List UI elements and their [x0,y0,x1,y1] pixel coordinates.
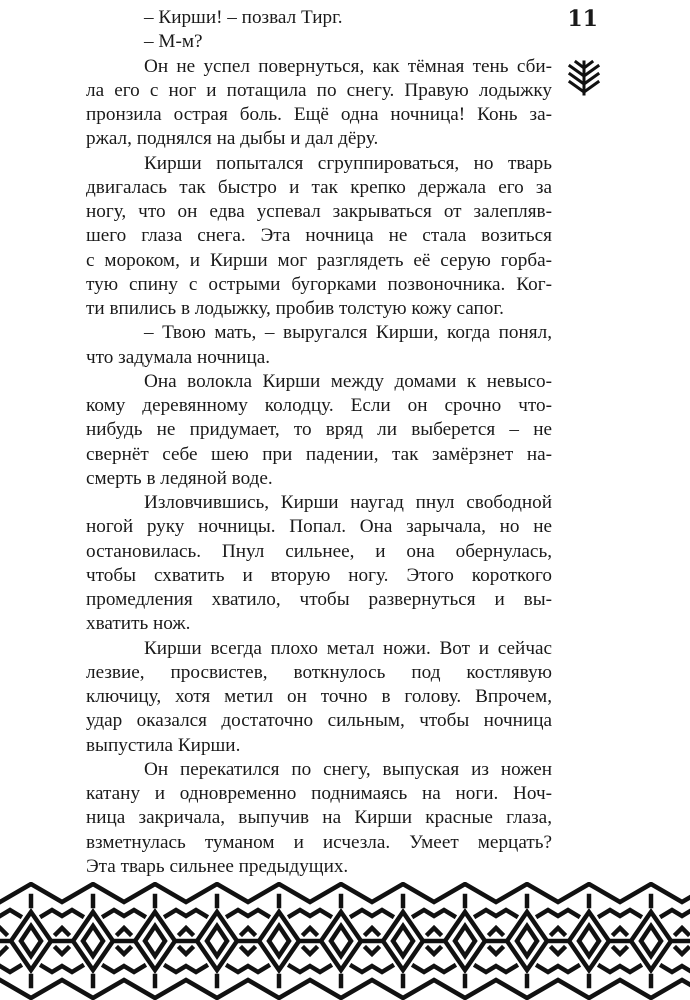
text-line: шего глаза снега. Эта ночница не стала возиться [86,225,552,247]
text-line: взметнулась туманом и исчезла. Умеет мерцать? [86,831,552,853]
paragraph [86,370,552,491]
page-number: 11 [567,6,598,32]
text-line: смерть в ледяной воде. [86,467,273,489]
text-line: выпустила Кирши. [86,734,241,756]
text-line: тую спину с острыми бугорками позвоночника. Ког- [86,273,552,295]
text-line: кому деревянному колодцу. Если он срочно что- [86,395,552,416]
text-block [86,6,552,879]
tree-of-life-ornament-icon [564,58,604,98]
text-line: – Кирши! – позвал Тирг. [144,7,343,28]
text-line: катану и одновременно поднимаясь на ноги. Ноч- [86,783,552,804]
text-line: Он не успел повернуться, как тёмная тень сби- [144,55,552,77]
text-line: Кирши попытался сгруппироваться, но тварь [144,152,552,174]
folk-geometric-border [0,882,690,1000]
paragraph [86,637,552,758]
paragraph [86,321,552,370]
text-line: хватить нож. [86,613,191,635]
text-line: Он перекатился по снегу, выпуская из ножен [144,758,552,780]
text-line: удар оказался достаточно сильным, чтобы ночница [86,710,552,732]
text-line: лезвие, просвистев, воткнулось под костлявую [86,661,552,683]
paragraph [86,55,552,152]
text-line: Она волокла Кирши между домами к невысо- [144,370,552,392]
paragraph [86,152,552,322]
text-line: ногой руку ночницы. Попал. Она зарычала, но не [86,516,552,538]
text-line: нибудь не придумает, то вряд ли выберется – не [86,419,552,441]
text-line: двигалась так быстро и так крепко держала его за [86,176,552,198]
paragraph [86,491,552,637]
text-line: что задумала ночница. [86,346,271,368]
text-line: с мороком, и Кирши мог разглядеть её серую горба- [86,249,552,271]
text-line: свернёт себе шею при падении, так замёрзнет на- [86,443,552,465]
text-line: пронзила острая боль. Ещё одна ночница! Конь за- [86,104,552,125]
text-line: ти впились в лодыжку, пробив толстую кожу сапог. [86,298,504,319]
text-line: Изловчившись, Кирши наугад пнул свободной [144,492,552,513]
text-line: ключицу, хотя метил он точно в голову. Впрочем, [86,686,552,707]
paragraph [86,758,552,879]
text-line: промедления хватило, чтобы развернуться и вы- [86,589,552,610]
text-line: ница закричала, выпучив на Кирши красные глаза, [86,807,552,829]
text-line: Эта тварь сильнее предыдущих. [86,855,349,877]
paragraph [86,6,552,30]
text-line: ла его с ног и потащила по снегу. Правую лодыжку [86,79,552,101]
text-line: – Твою мать, – выругался Кирши, когда понял, [144,322,552,344]
text-line: Кирши всегда плохо метал ножи. Вот и сейчас [144,637,552,659]
paragraph [86,30,552,54]
text-line: остановилась. Пнул сильнее, и она обернулась, [86,540,552,562]
text-line: ногу, что он едва успевал закрываться от залепляв- [86,201,552,222]
text-line: ржал, поднялся на дыбы и дал дёру. [86,128,379,150]
text-line: – М-м? [144,31,203,53]
text-line: чтобы схватить и вторую ногу. Этого короткого [86,564,552,586]
